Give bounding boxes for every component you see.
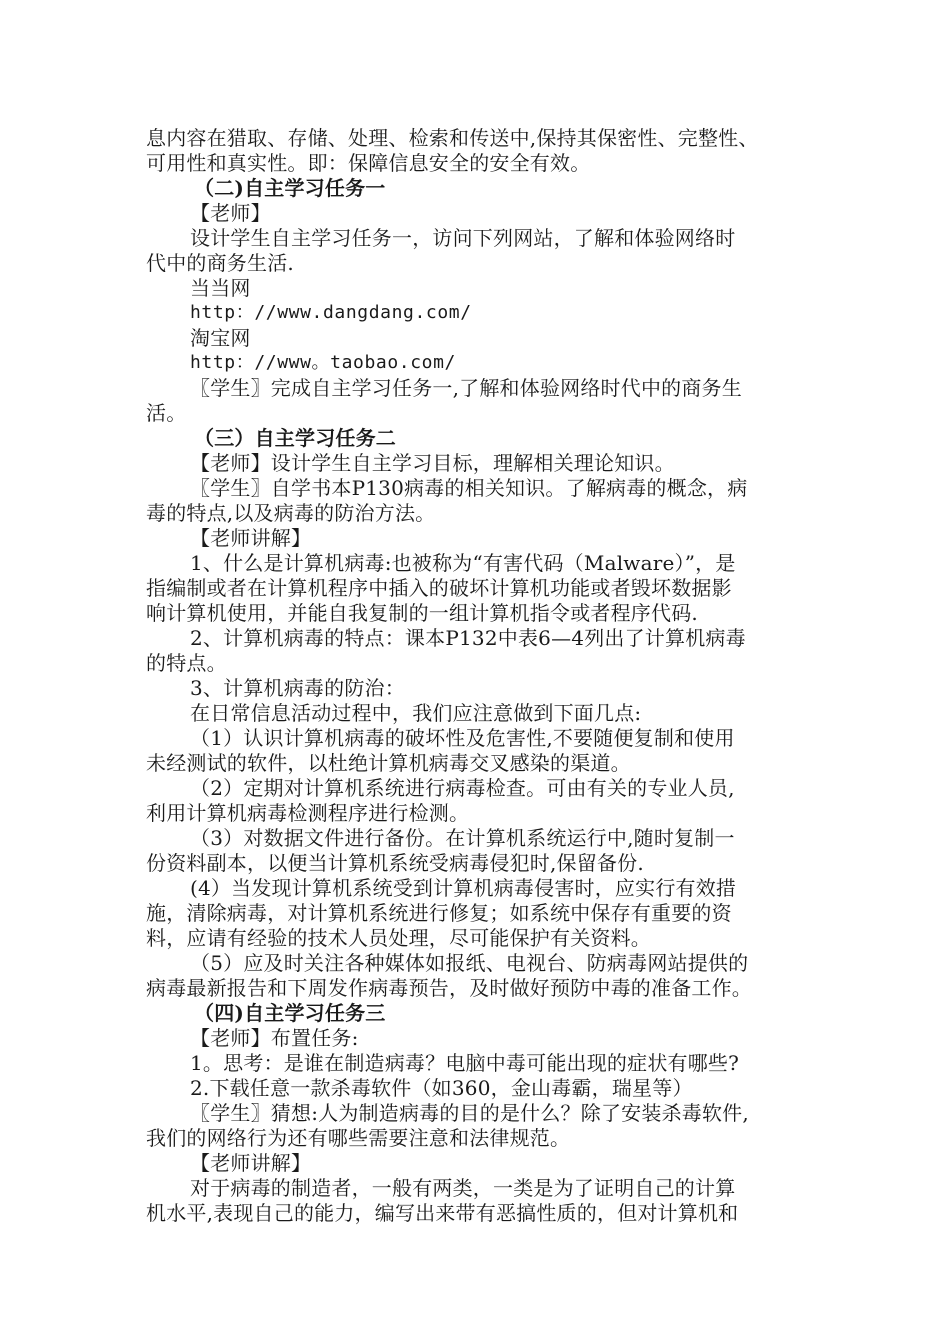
- paragraph-line: 可用性和真实性。即：保障信息安全的安全有效。: [146, 151, 591, 175]
- paragraph-line: 2.下载任意一款杀毒软件（如360，金山毒霸，瑞星等）: [190, 1076, 693, 1100]
- paragraph-line: 息内容在猎取、存储、处理、检索和传送中,保持其保密性、完整性、: [146, 126, 759, 150]
- website-url: http：//www.dangdang.com/: [190, 302, 472, 323]
- paragraph-line: 〖学生〗完成自主学习任务一,了解和体验网络时代中的商务生: [190, 376, 742, 400]
- paragraph-line: 1。思考：是谁在制造病毒？电脑中毒可能出现的症状有哪些?: [190, 1051, 740, 1075]
- role-label: 【老师讲解】: [190, 526, 312, 550]
- paragraph-line: 在日常信息活动过程中，我们应注意做到下面几点:: [190, 701, 642, 725]
- paragraph-line: （3）对数据文件进行备份。在计算机系统运行中,随时复制一: [190, 826, 735, 850]
- paragraph-line: 料，应请有经验的技术人员处理，尽可能保护有关资料。: [146, 926, 651, 950]
- section-heading: （四)自主学习任务三: [194, 1001, 386, 1025]
- paragraph-line: 【老师】设计学生自主学习目标，理解相关理论知识。: [190, 451, 675, 475]
- paragraph-line: （2）定期对计算机系统进行病毒检查。可由有关的专业人员,: [190, 776, 735, 800]
- paragraph-line: 【老师】布置任务:: [190, 1026, 359, 1050]
- website-url: http：//www。taobao.com/: [190, 352, 456, 373]
- paragraph-line: 未经测试的软件，以杜绝计算机病毒交叉感染的渠道。: [146, 751, 631, 775]
- paragraph-line: 1、什么是计算机病毒:也被称为“有害代码（Malware）”，是: [190, 551, 736, 575]
- paragraph-line: 施，清除病毒，对计算机系统进行修复；如系统中保存有重要的资: [146, 901, 732, 925]
- section-heading: （三）自主学习任务二: [194, 426, 396, 450]
- paragraph-line: （5）应及时关注各种媒体如报纸、电视台、防病毒网站提供的: [190, 951, 749, 975]
- paragraph-line: 毒的特点,以及病毒的防治方法。: [146, 501, 436, 525]
- paragraph-line: 指编制或者在计算机程序中插入的破坏计算机功能或者毁坏数据影: [146, 576, 732, 600]
- paragraph-line: 〖学生〗自学书本P130病毒的相关知识。了解病毒的概念，病: [190, 476, 748, 500]
- paragraph-line: 3、计算机病毒的防治：: [190, 676, 405, 700]
- website-name: 淘宝网: [190, 326, 251, 350]
- paragraph-line: （1）认识计算机病毒的破坏性及危害性,不要随便复制和使用: [190, 726, 735, 750]
- paragraph-line: 的特点。: [146, 651, 227, 675]
- role-label: 【老师】: [190, 201, 271, 225]
- paragraph-line: 份资料副本，以便当计算机系统受病毒侵犯时,保留备份.: [146, 851, 644, 875]
- paragraph-line: 病毒最新报告和下周发作病毒预告，及时做好预防中毒的准备工作。: [146, 976, 752, 1000]
- paragraph-line: 利用计算机病毒检测程序进行检测。: [146, 801, 470, 825]
- paragraph-line: 〖学生〗猜想:人为制造病毒的目的是什么？除了安装杀毒软件,: [190, 1101, 749, 1125]
- paragraph-line: 代中的商务生活.: [146, 251, 294, 275]
- paragraph-line: 2、计算机病毒的特点：课本P132中表6—4列出了计算机病毒: [190, 626, 746, 650]
- role-label: 【老师讲解】: [190, 1151, 312, 1175]
- paragraph-line: 响计算机使用，并能自我复制的一组计算机指令或者程序代码.: [146, 601, 698, 625]
- section-heading: （二)自主学习任务一: [194, 176, 386, 200]
- website-name: 当当网: [190, 276, 251, 300]
- paragraph-line: (4）当发现计算机系统受到计算机病毒侵害时，应实行有效措: [190, 876, 737, 900]
- paragraph-line: 我们的网络行为还有哪些需要注意和法律规范。: [146, 1126, 571, 1150]
- paragraph-line: 对于病毒的制造者，一般有两类，一类是为了证明自己的计算: [190, 1176, 736, 1200]
- paragraph-line: 机水平,表现自己的能力，编写出来带有恶搞性质的，但对计算机和: [146, 1201, 739, 1225]
- paragraph-line: 活。: [146, 401, 187, 425]
- paragraph-line: 设计学生自主学习任务一，访问下列网站，了解和体验网络时: [190, 226, 736, 250]
